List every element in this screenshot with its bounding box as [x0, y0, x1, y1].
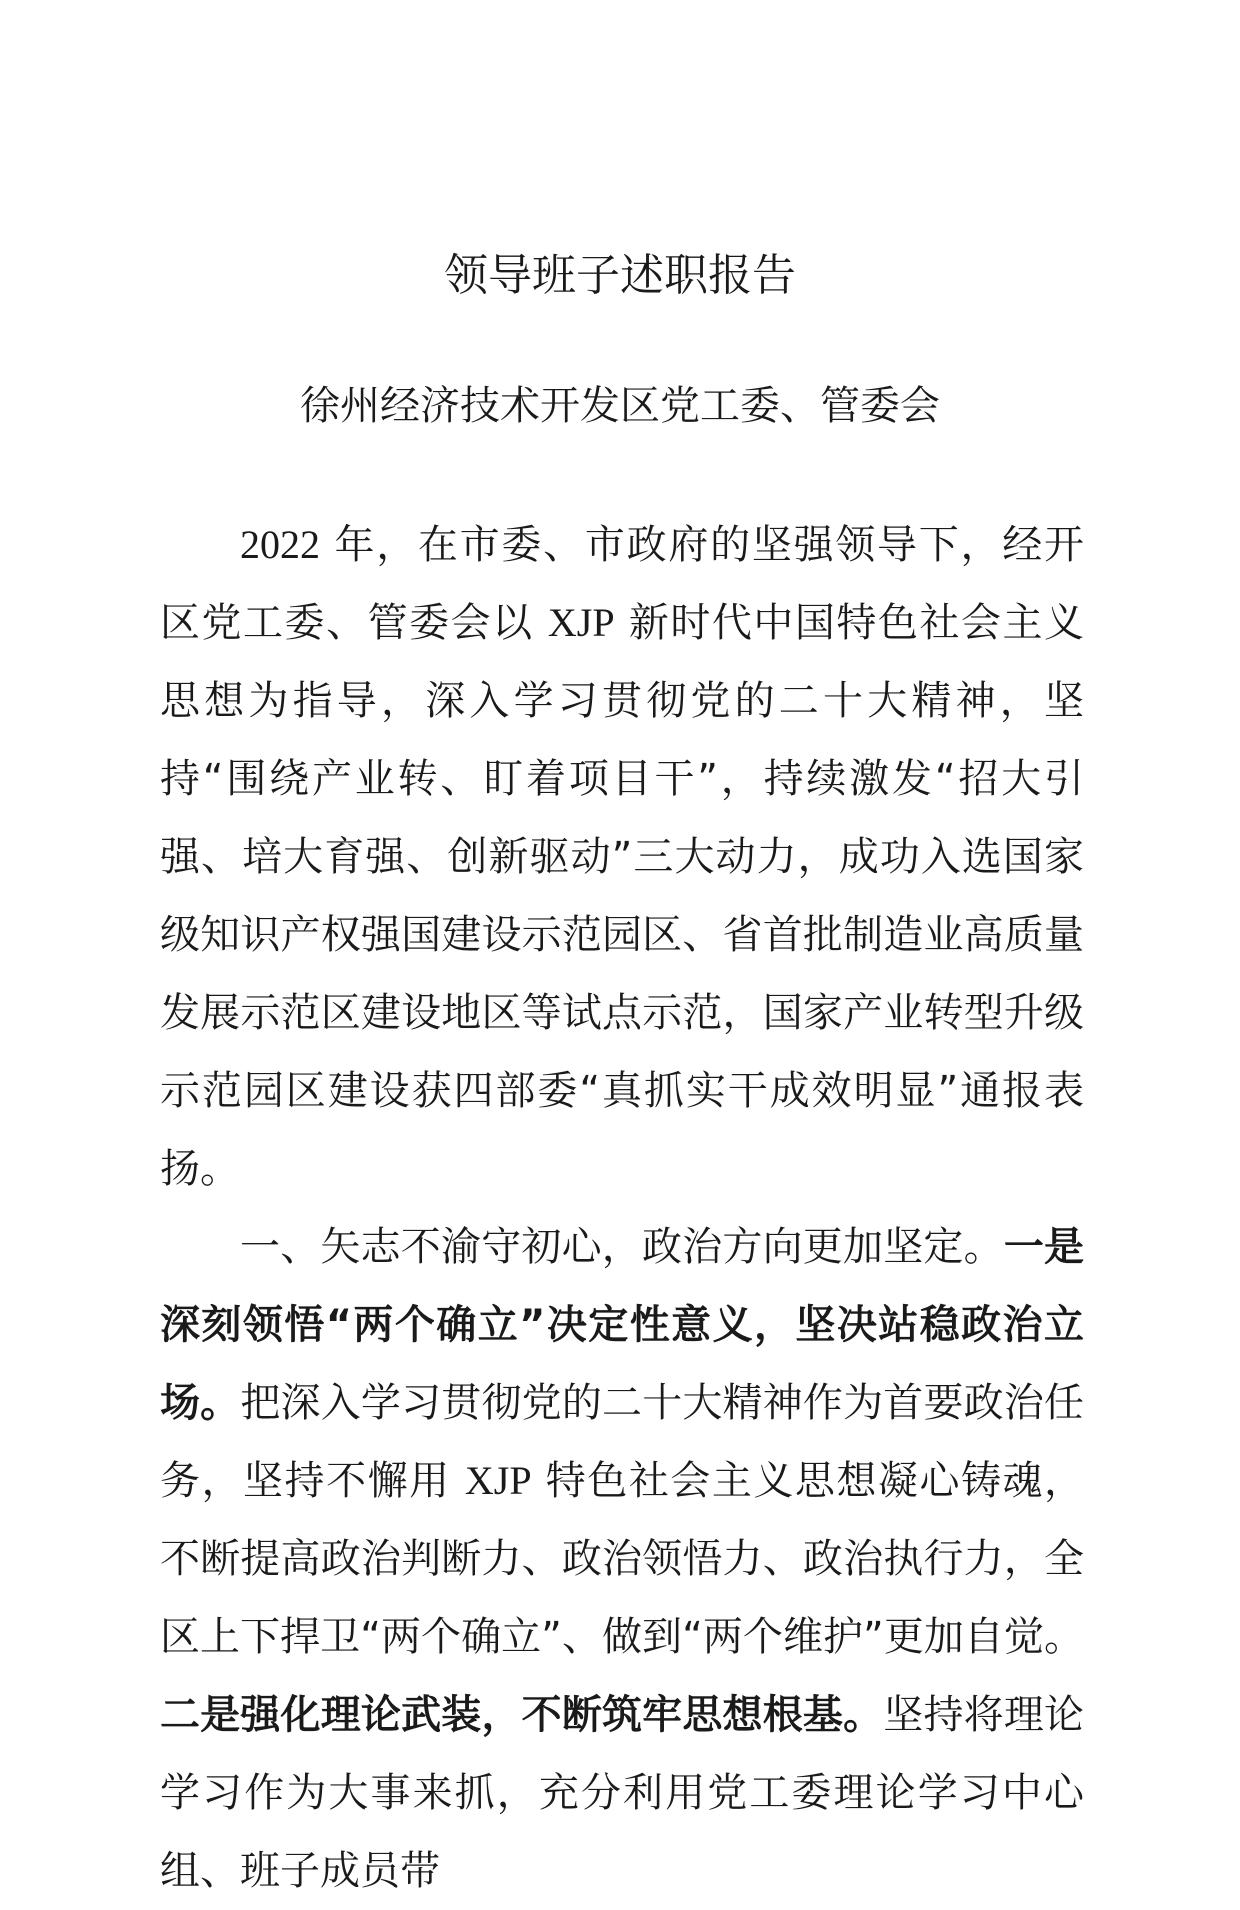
- body-text-segment: 年，在市委、市政府的坚强领导下，经开区党工委、管委会以: [160, 522, 1084, 646]
- paragraph-section-one: [160, 1208, 1084, 1910]
- body-text-segment: XJP: [464, 1458, 532, 1503]
- body-text-segment: 新时代中国特色社会主义思想为指导，深入学习贯彻党的二十大精神，坚持“围绕产业转、盯着项目干”，持续激发“招大引强、培大育强、创新驱动”三大动力，成功入选国家级知识产权强国建设示范园区、省首批制造业高质量发展示范区建设地区等试点示范，国家产业转型升级示范园区建设获四部委“真抓实干成效明显”通报表扬。: [160, 600, 1084, 1192]
- body-text-segment: 把深入学习贯彻党的二十大精神作为首要政治任务，坚持不懈用: [160, 1380, 1085, 1504]
- bold-heading-text: 二是强化理论武装，不断筑牢思想根基。: [160, 1692, 884, 1738]
- document-body: [160, 506, 1084, 1910]
- body-text-segment: 坚持将理论学习作为大事来抓，充分利用党工委理论学习中心组、班子成员带: [160, 1692, 1085, 1894]
- body-text-segment: 一、矢志不渝守初心，政治方向更加坚定。: [240, 1224, 1004, 1270]
- paragraph-intro: [160, 506, 1084, 1208]
- body-text-segment: 特色社会主义思想凝心铸魂，不断提高政治判断力、政治领悟力、政治执行力，全区上下捍卫“两个确立”、做到“两个维护”更加自觉。: [160, 1458, 1084, 1660]
- body-text-segment: XJP: [547, 600, 615, 645]
- document-subtitle: 徐州经济技术开发区党工委、管委会: [300, 383, 940, 429]
- document-title: 领导班子述职报告: [444, 250, 796, 301]
- body-text-segment: 2022: [240, 522, 320, 567]
- bold-heading-text: 一是深刻领悟“两个确立”决定性意义，坚决站稳政治立场。: [160, 1224, 1085, 1426]
